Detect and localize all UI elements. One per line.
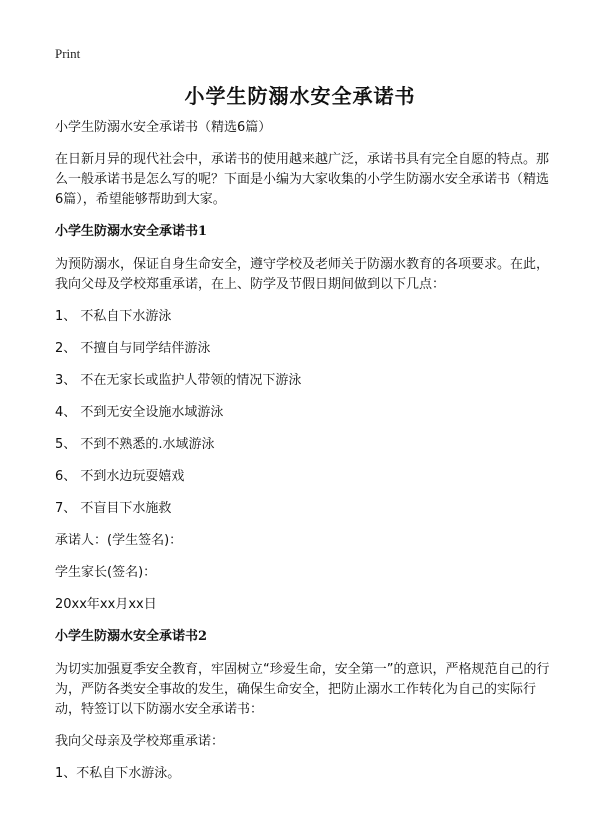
- print-link[interactable]: Print: [55, 46, 81, 61]
- section-2-paragraph: 为切实加强夏季安全教育，牢固树立“珍爱生命，安全第一”的意识，严格规范自己的行为，严防各类安全事故的发生，确保生命安全，把防止溺水工作转化为自己的实际行动，特签订以下防溺水安全承诺书：: [55, 662, 550, 717]
- document-body: [55, 118, 555, 796]
- student-signature-line: 承诺人：(学生签名)：: [55, 533, 183, 548]
- list-item: 7、 不盲目下水施救: [55, 501, 172, 516]
- section-1-paragraph: 为预防溺水，保证自身生命安全，遵守学校及老师关于防溺水教育的各项要求。在此，我向父母及学校郑重承诺，在上、防学及节假日期间做到以下几点：: [55, 257, 550, 292]
- list-item: 1、不私自下水游泳。: [55, 766, 181, 781]
- section-2-heading: 小学生防溺水安全承诺书2: [55, 629, 208, 644]
- pledge-intro: 我向父母亲及学校郑重承诺：: [55, 734, 225, 749]
- list-item: 6、 不到水边玩耍嬉戏: [55, 469, 185, 484]
- parent-signature-line: 学生家长(签名)：: [55, 565, 157, 580]
- date-line: 20xx年xx月xx日: [55, 597, 157, 612]
- page-title: 小学生防溺水安全承诺书: [184, 84, 416, 108]
- list-item: 5、 不到不熟悉的.水域游泳: [55, 437, 215, 452]
- intro-paragraph: 在日新月异的现代社会中，承诺书的使用越来越广泛，承诺书具有完全自愿的特点。那么一般承诺书是怎么写的呢？下面是小编为大家收集的小学生防溺水安全承诺书（精选6篇），希望能够帮助到大家。: [55, 152, 550, 207]
- list-item: 2、 不擅自与同学结伴游泳: [55, 341, 211, 356]
- list-item: 4、 不到无安全设施水域游泳: [55, 405, 224, 420]
- document-subtitle: 小学生防溺水安全承诺书（精选6篇）: [55, 120, 272, 135]
- section-1-heading: 小学生防溺水安全承诺书1: [55, 224, 208, 239]
- list-item: 3、 不在无家长或监护人带领的情况下游泳: [55, 373, 302, 388]
- list-item: 1、 不私自下水游泳: [55, 309, 172, 324]
